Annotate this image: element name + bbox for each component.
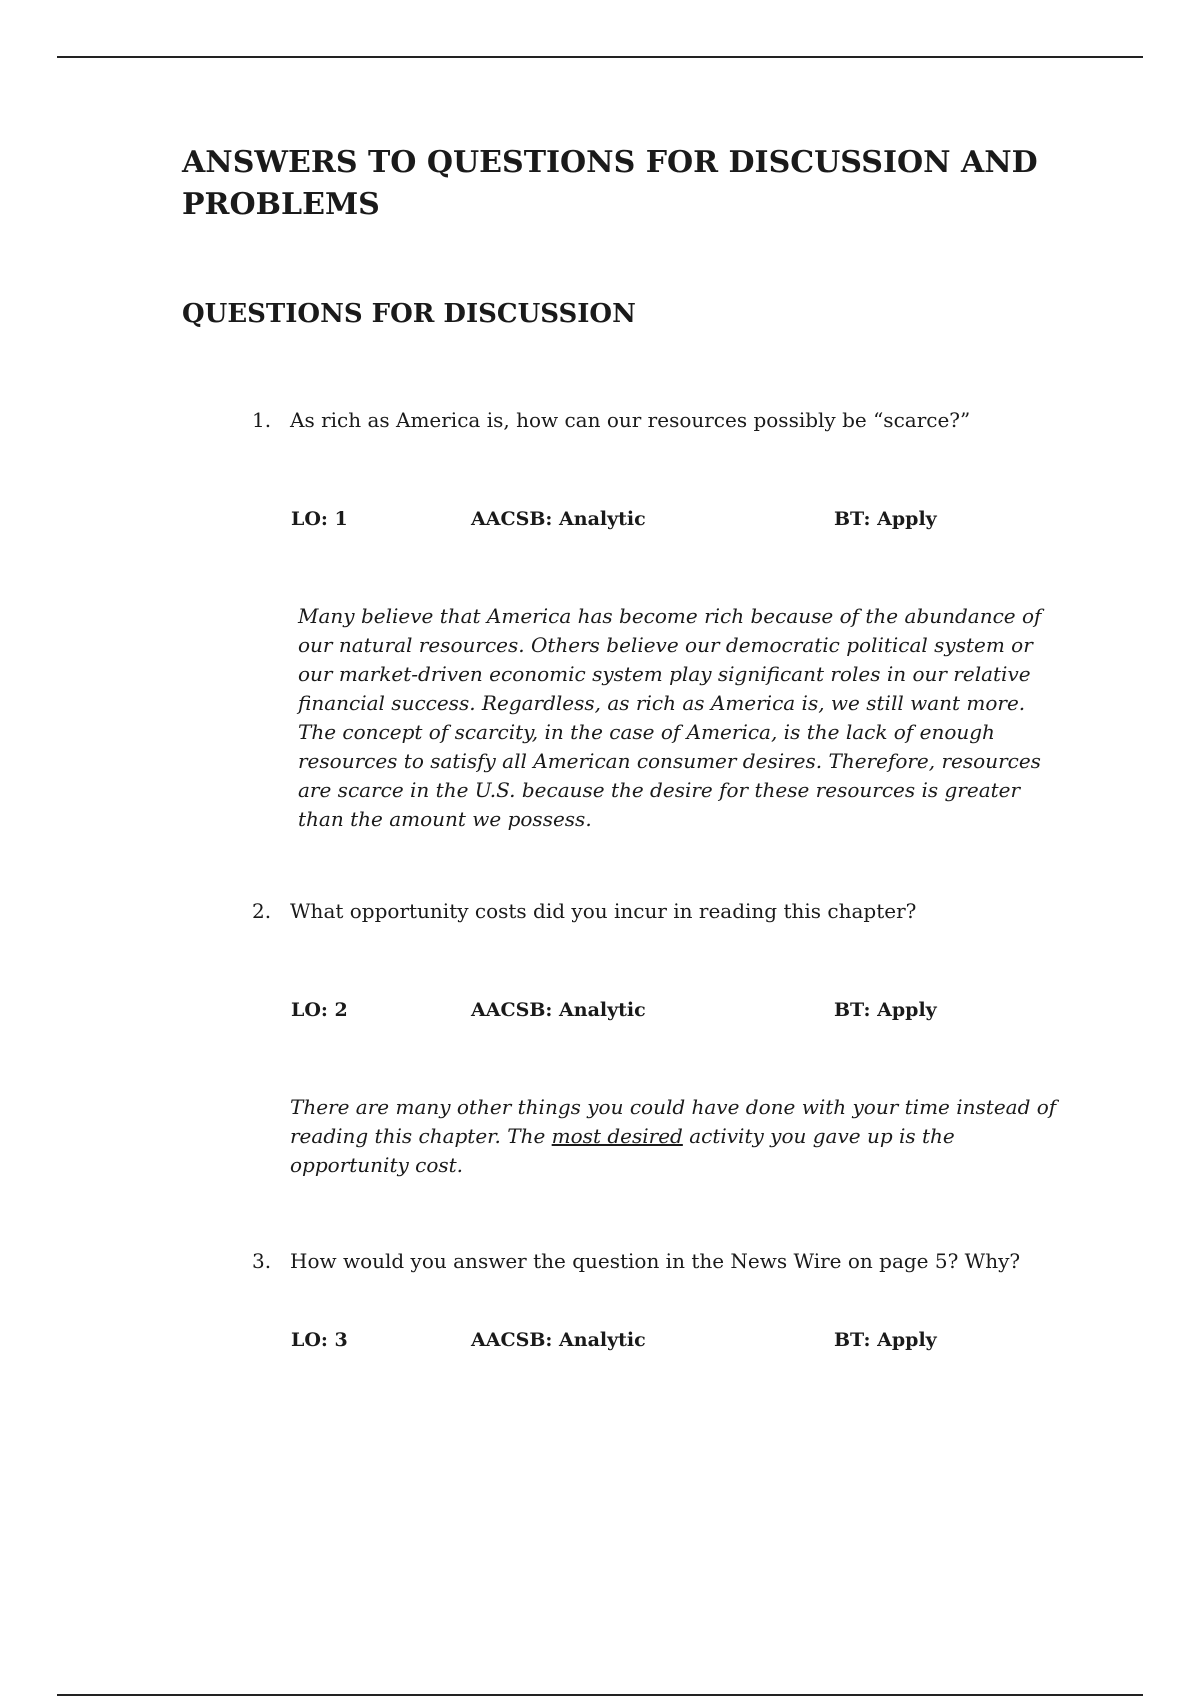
question-number: 3. xyxy=(252,1249,272,1273)
bt-label: BT: Apply xyxy=(834,508,937,530)
question-text: As rich as America is, how can our resources possibly be “scarce?” xyxy=(290,408,971,432)
lo-label: LO: 1 xyxy=(291,508,348,530)
answer-1: Many believe that America has become rich because of the abundance of our natural resources. Others believe our democratic political system or our market-driven economic system play significant roles in our relative financial success. Regardless, as rich as America is, we still want more. The concept of scarcity, in the case of America, is the lack of enough resources to satisfy all American consumer desires. Therefore, resources are scarce in the U.S. because the desire for these resources is greater than the amount we possess. xyxy=(298,604,1042,831)
question-number: 2. xyxy=(252,899,272,923)
lo-label: LO: 3 xyxy=(291,1329,348,1351)
answer-2-part-1: There are many other things you could have done with your time instead of reading this chapter. The xyxy=(290,1095,1057,1148)
lo-label: LO: 2 xyxy=(291,999,348,1021)
question-1 xyxy=(252,406,970,434)
section-heading: QUESTIONS FOR DISCUSSION xyxy=(182,299,636,329)
page-title: ANSWERS TO QUESTIONS FOR DISCUSSION AND PROBLEMS xyxy=(182,145,1038,222)
question-text: What opportunity costs did you incur in reading this chapter? xyxy=(290,899,917,923)
answer-2-emphasis: most desired xyxy=(551,1124,683,1148)
aacsb-label: AACSB: Analytic xyxy=(471,1329,646,1351)
aacsb-label: AACSB: Analytic xyxy=(471,508,646,530)
answer-2-part-2: activity you gave up is the opportunity cost. xyxy=(290,1124,955,1177)
bottom-rule xyxy=(57,1694,1143,1696)
bt-label: BT: Apply xyxy=(834,999,937,1021)
top-rule xyxy=(57,56,1143,58)
question-3 xyxy=(252,1247,1020,1275)
question-number: 1. xyxy=(252,408,272,432)
question-2 xyxy=(252,897,916,925)
bt-label: BT: Apply xyxy=(834,1329,937,1351)
answer-2 xyxy=(290,1093,1060,1180)
aacsb-label: AACSB: Analytic xyxy=(471,999,646,1021)
question-text: How would you answer the question in the News Wire on page 5? Why? xyxy=(290,1249,1021,1273)
